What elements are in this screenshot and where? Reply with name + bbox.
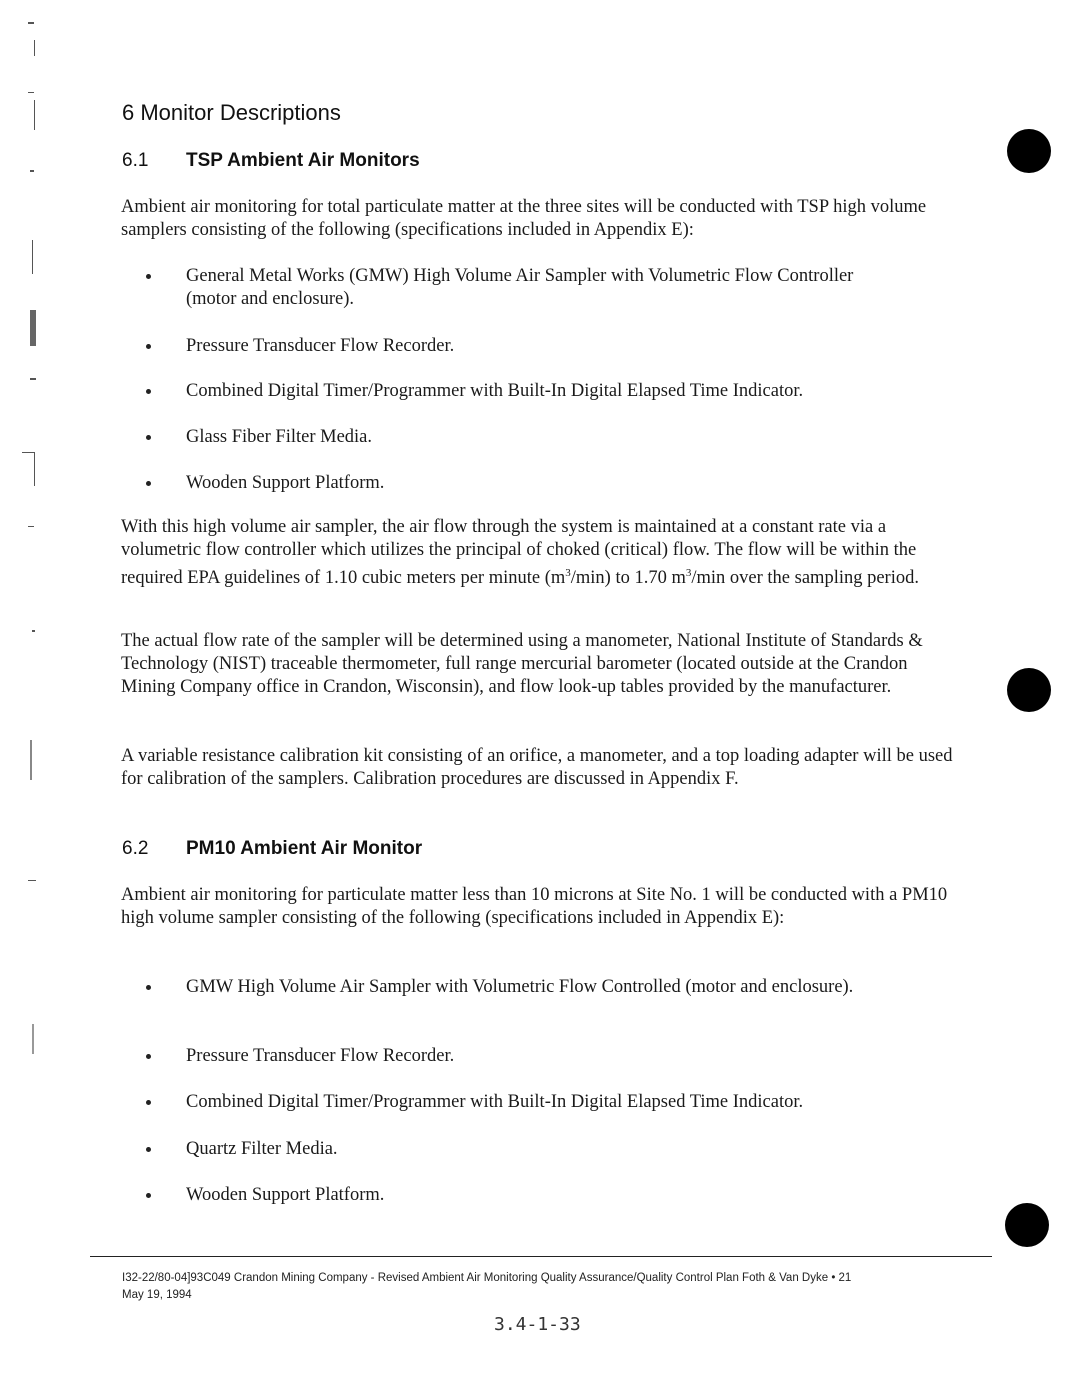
subsection-heading-6-1	[122, 150, 420, 172]
tsp-intro-paragraph: Ambient air monitoring for total particulate matter at the three sites will be conducted with TSP high volume samplers consisting of the following (specifications included in Appendix E):	[121, 197, 927, 240]
list-item-text: Quartz Filter Media.	[186, 1139, 338, 1159]
scan-mark	[28, 92, 34, 93]
flow-text: With this high volume air sampler, the air flow through the system is maintained at a constant rate via a volumetric flow controller which utilizes the principal of choked (critical) flow. The flow will be within the required EPA guidelines of 1.10 cubic meters per minute (m	[121, 517, 917, 589]
pm10-intro-paragraph: Ambient air monitoring for particulate matter less than 10 microns at Site No. 1 will be conducted with a PM10 high volume sampler consisting of the following (specifications included in Appendix E):	[121, 885, 948, 928]
scan-mark	[28, 880, 36, 881]
list-item-text: GMW High Volume Air Sampler with Volumetric Flow Controlled (motor and enclosure).	[186, 977, 854, 997]
list-item-text: Glass Fiber Filter Media.	[186, 427, 373, 447]
flow-text: /min) to 1.70 m	[570, 568, 686, 589]
scan-mark	[32, 630, 35, 632]
list-item-text: Pressure Transducer Flow Recorder.	[186, 336, 455, 356]
bullet-icon	[146, 389, 151, 394]
list-item-text: General Metal Works (GMW) High Volume Air Sampler with Volumetric Flow Controller (motor and enclosure).	[186, 266, 854, 309]
footer-date: May 19, 1994	[122, 1289, 192, 1301]
footer-citation: I32-22/80-04]93C049 Crandon Mining Company - Revised Ambient Air Monitoring Quality Assurance/Quality Control Plan Foth & Van Dyke • 21	[122, 1272, 852, 1284]
scan-mark	[28, 22, 34, 24]
bullet-icon	[146, 1054, 151, 1059]
scan-mark	[34, 100, 35, 130]
list-item-text: Pressure Transducer Flow Recorder.	[186, 1046, 455, 1066]
flow-text: /min over the sampling period.	[691, 568, 919, 589]
list-item-text: Combined Digital Timer/Programmer with Built-In Digital Elapsed Time Indicator.	[186, 1092, 804, 1112]
subsection-number: 6.2	[122, 838, 149, 859]
superscript: 3	[685, 567, 692, 579]
punch-hole	[1007, 129, 1051, 173]
punch-hole	[1007, 668, 1051, 712]
scan-mark	[30, 310, 36, 346]
subsection-number: 6.1	[122, 150, 149, 171]
bullet-icon	[146, 274, 151, 279]
bullet-icon	[146, 1193, 151, 1198]
bullet-icon	[146, 344, 151, 349]
scan-mark	[28, 526, 34, 527]
scan-mark	[30, 740, 32, 780]
bullet-icon	[146, 481, 151, 486]
scan-mark	[22, 452, 34, 453]
punch-hole	[1005, 1203, 1049, 1247]
flow-rate-paragraph: The actual flow rate of the sampler will be determined using a manometer, National Institute of Standards & Technology (NIST) traceable thermometer, full range mercurial barometer (located outside at the Crandon Mining Company office in Crandon, Wisconsin), and flow look-up tables provided by the manufacturer.	[121, 631, 923, 697]
bullet-icon	[146, 1147, 151, 1152]
bullet-icon	[146, 435, 151, 440]
scan-mark	[32, 240, 33, 274]
scan-mark	[34, 40, 35, 56]
bullet-icon	[146, 1100, 151, 1105]
list-item-text: Wooden Support Platform.	[186, 1185, 385, 1205]
scan-mark	[30, 378, 36, 380]
bullet-icon	[146, 985, 151, 990]
page-identifier: 3.4-1-33	[494, 1314, 581, 1335]
subsection-title: PM10 Ambient Air Monitor	[186, 838, 423, 859]
scan-mark	[30, 170, 34, 172]
scan-mark	[34, 452, 35, 486]
subsection-title: TSP Ambient Air Monitors	[186, 150, 420, 171]
scan-mark	[32, 1024, 34, 1054]
list-item-text: Combined Digital Timer/Programmer with Built-In Digital Elapsed Time Indicator.	[186, 381, 804, 401]
footer-divider	[90, 1256, 992, 1257]
superscript: 3	[565, 567, 571, 579]
flow-paragraph	[121, 516, 961, 590]
subsection-heading-6-2	[122, 838, 422, 860]
section-title: 6 Monitor Descriptions	[122, 100, 341, 125]
list-item-text: Wooden Support Platform.	[186, 473, 385, 493]
calibration-paragraph: A variable resistance calibration kit consisting of an orifice, a manometer, and a top loading adapter will be used for calibration of the samplers. Calibration procedures are discussed in Appendix F.	[121, 746, 953, 789]
